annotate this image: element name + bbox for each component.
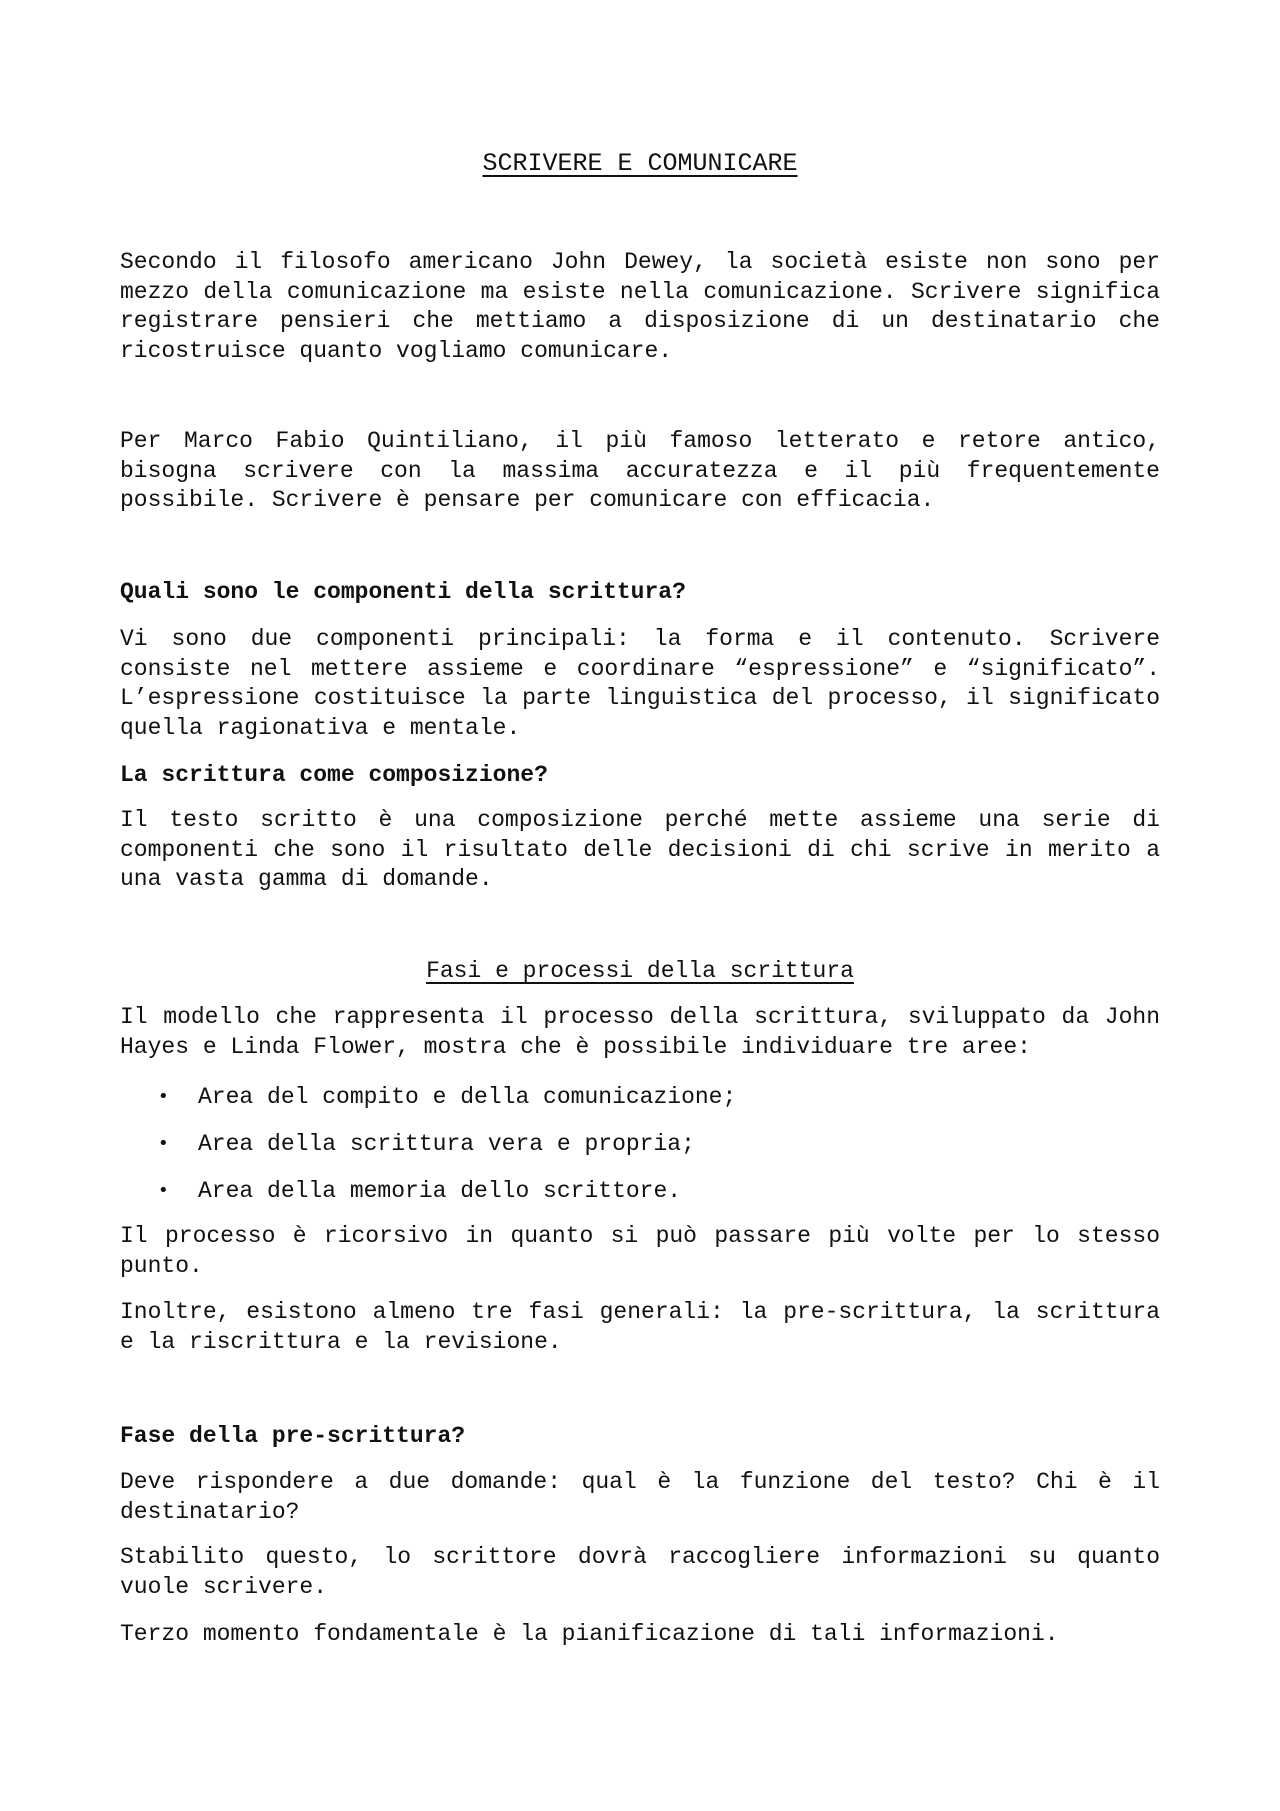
bullet-icon: •: [158, 1133, 169, 1154]
paragraph-informazioni: Stabilito questo, lo scrittore dovrà raccogliere informazioni su quanto vuole scrivere.: [120, 1544, 1160, 1600]
page-title: [120, 148, 1160, 180]
section-subtitle: [120, 956, 1160, 986]
section-subtitle-text: Fasi e processi della scrittura: [426, 958, 854, 984]
list-item-text: Area della scrittura vera e propria;: [198, 1131, 695, 1157]
paragraph-domande: Deve rispondere a due domande: qual è la funzione del testo? Chi è il destinatario?: [120, 1469, 1160, 1525]
bullet-icon: •: [158, 1086, 169, 1107]
intro-paragraph-quintiliano: Per Marco Fabio Quintiliano, il più famoso letterato e retore antico, bisogna scrivere con la massima accuratezza e il più frequentemente possibile. Scrivere è pensare per comunicare con efficacia.: [120, 428, 1160, 513]
heading-composizione: La scrittura come composizione?: [120, 762, 548, 788]
paragraph-ricorsivo: Il processo è ricorsivo in quanto si può passare più volte per lo stesso punto.: [120, 1223, 1160, 1279]
paragraph-pianificazione: Terzo momento fondamentale è la pianificazione di tali informazioni.: [120, 1621, 1059, 1647]
heading-componenti: Quali sono le componenti della scrittura?: [120, 579, 686, 605]
paragraph-modello: Il modello che rappresenta il processo della scrittura, sviluppato da John Hayes e Linda Flower, mostra che è possibile individuare tre aree:: [120, 1004, 1160, 1060]
heading-pre-scrittura: Fase della pre-scrittura?: [120, 1423, 466, 1449]
paragraph-composizione: Il testo scritto è una composizione perché mette assieme una serie di componenti che sono il risultato delle decisioni di chi scrive in merito a una vasta gamma di domande.: [120, 807, 1160, 892]
list-item: [120, 1176, 1160, 1223]
intro-paragraph-dewey: Secondo il filosofo americano John Dewey, la società esiste non sono per mezzo della comunicazione ma esiste nella comunicazione. Scrivere significa registrare pensieri che mettiamo a disposizione di un destinatario che ricostruisce quanto vogliamo comunicare.: [120, 249, 1160, 364]
paragraph-componenti: Vi sono due componenti principali: la forma e il contenuto. Scrivere consiste nel mettere assieme e coordinare “espressione” e “significato”. L’espressione costituisce la parte linguistica del processo, il significato quella ragionativa e mentale.: [120, 626, 1160, 741]
page-title-text: SCRIVERE E COMUNICARE: [482, 149, 798, 178]
paragraph-fasi: Inoltre, esistono almeno tre fasi generali: la pre-scrittura, la scrittura e la riscrittura e la revisione.: [120, 1299, 1160, 1355]
areas-list: [120, 1082, 1160, 1223]
list-item: [120, 1129, 1160, 1176]
list-item-text: Area del compito e della comunicazione;: [198, 1084, 737, 1110]
list-item: [120, 1082, 1160, 1129]
bullet-icon: •: [158, 1180, 169, 1201]
list-item-text: Area della memoria dello scrittore.: [198, 1178, 682, 1204]
